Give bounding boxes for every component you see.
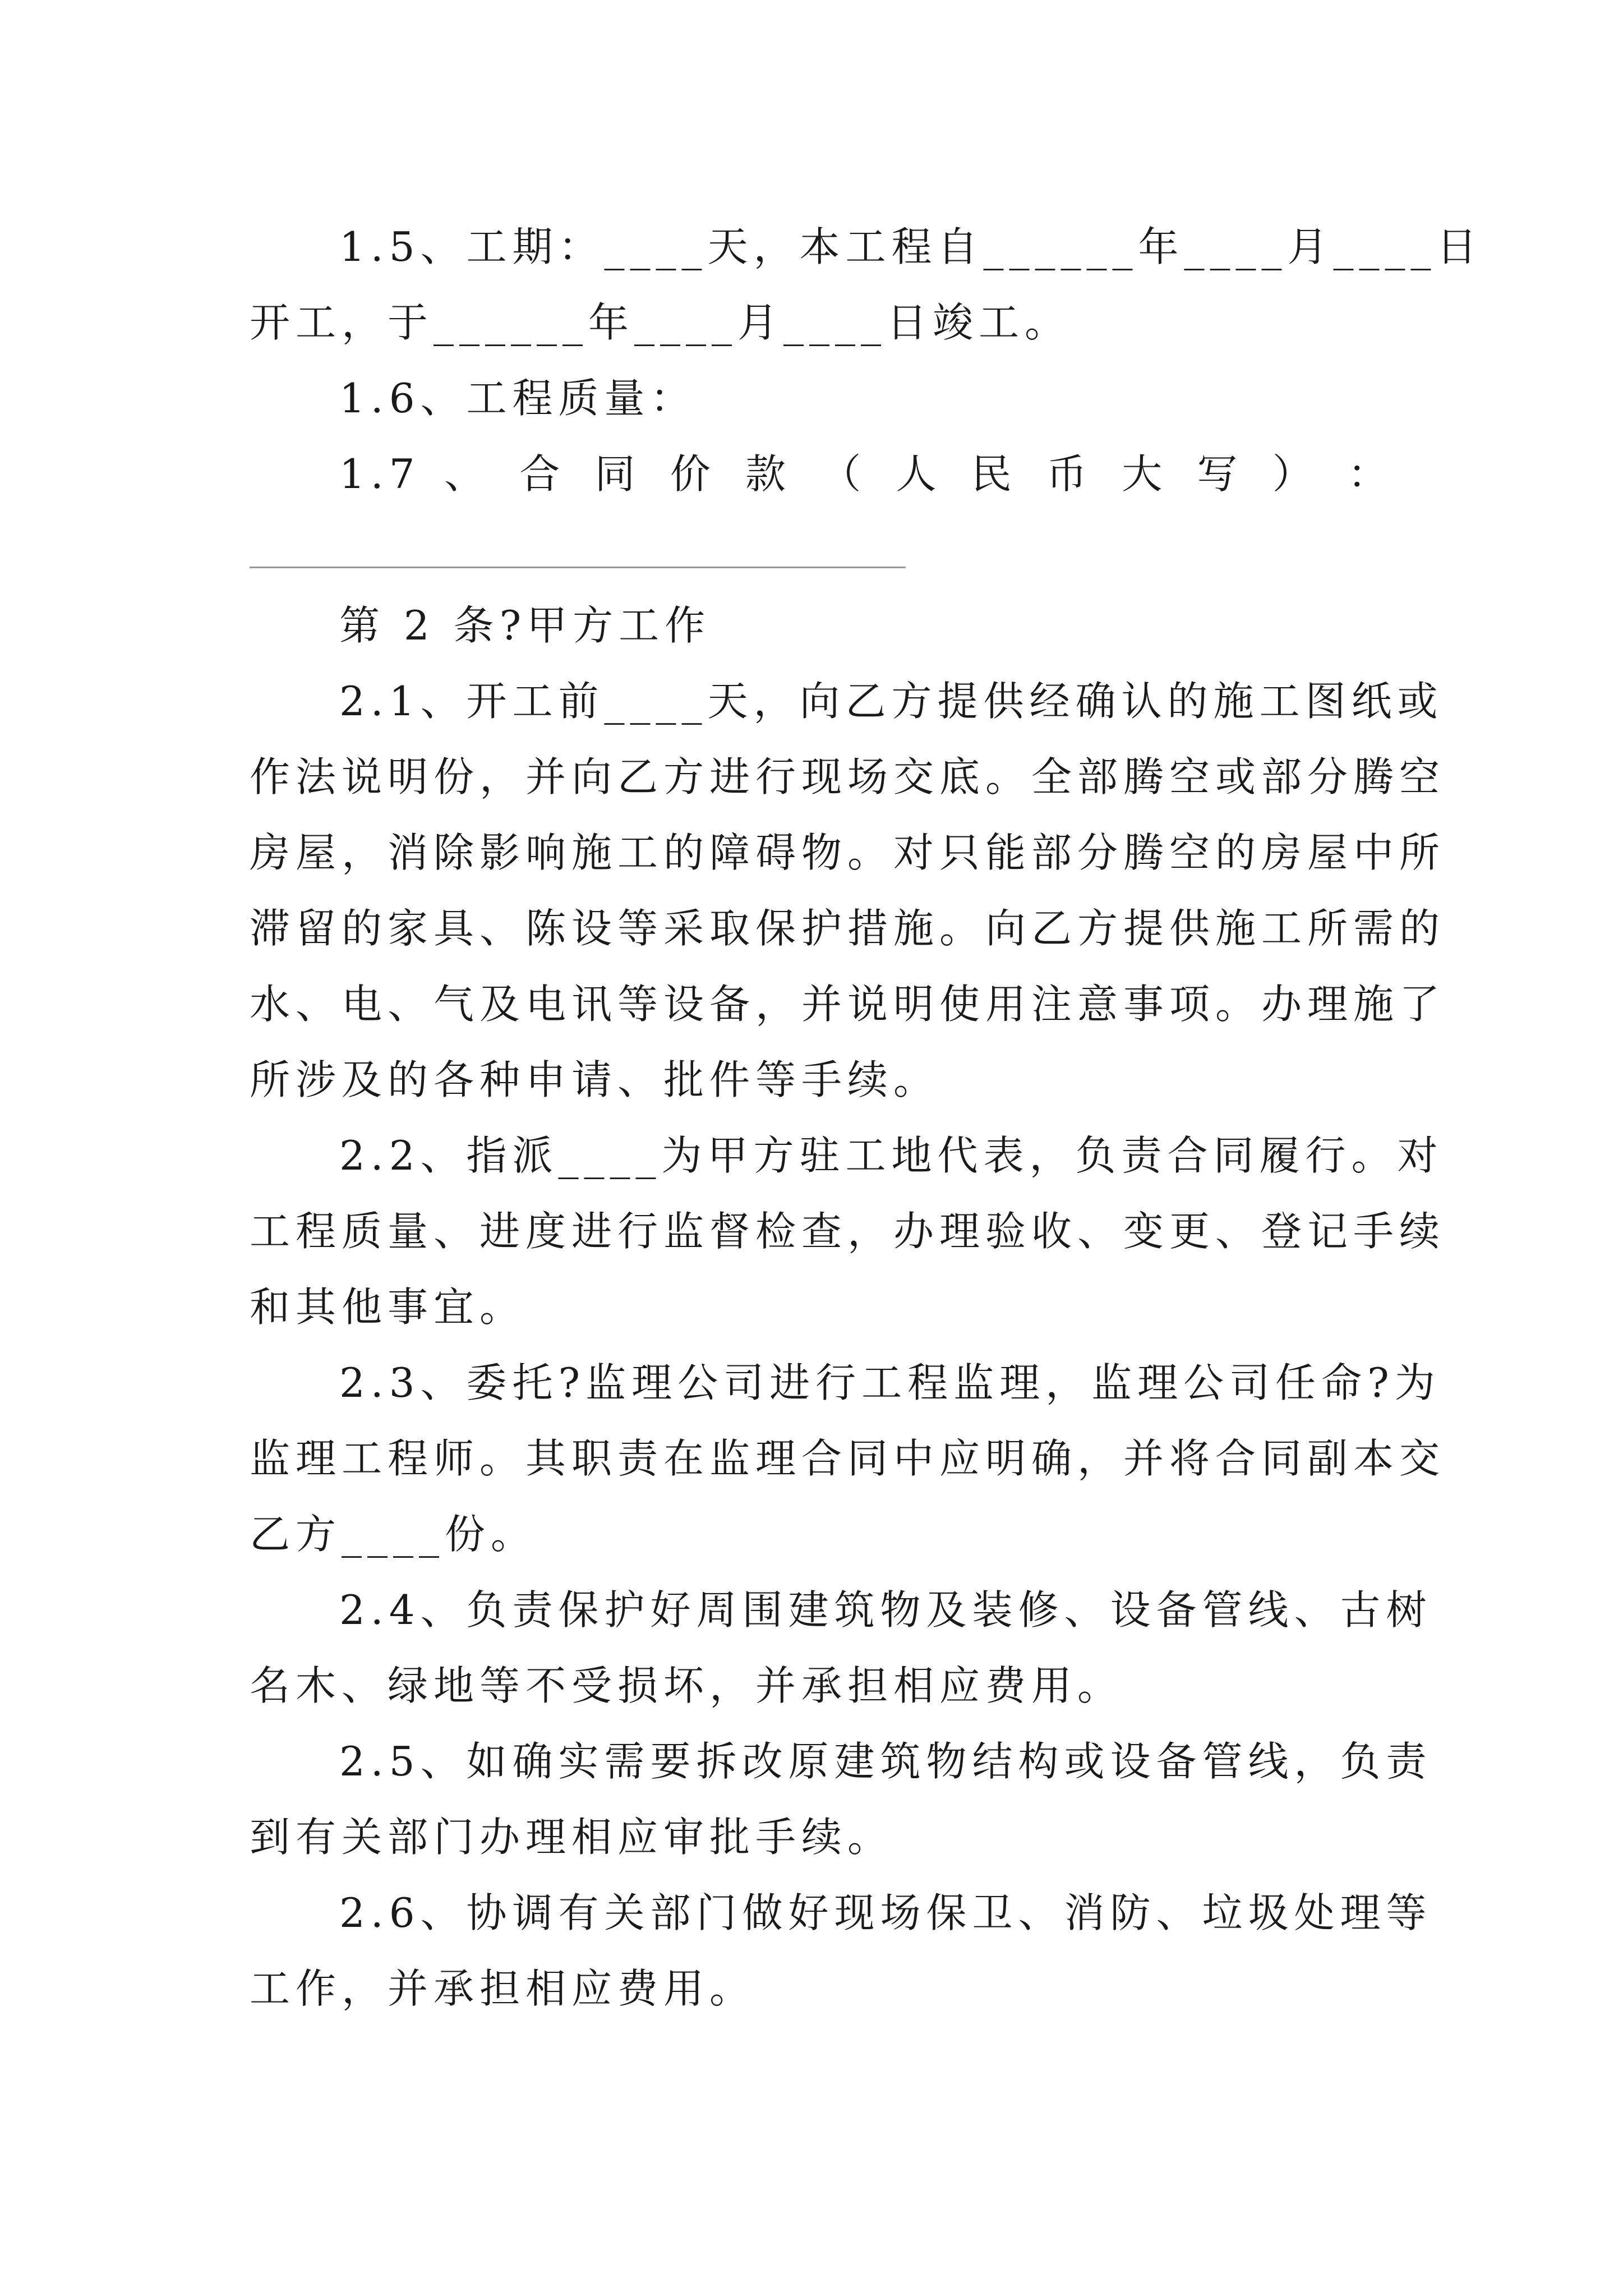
clause-2-1-line-1: 2.1、开工前____天，向乙方提供经确认的施工图纸或 bbox=[339, 678, 1444, 725]
clause-1-7-line-1: 1.7 、 合 同 价 款 （ 人 民 币 大 写 ） ： bbox=[339, 450, 1394, 498]
clause-2-2-line-2: 工程质量、进度进行监督检查，办理验收、变更、登记手续 bbox=[250, 1208, 1446, 1255]
clause-2-1-line-5: 水、电、气及电讯等设备，并说明使用注意事项。办理施了 bbox=[250, 981, 1446, 1028]
clause-2-3-line-1: 2.3、委托?监理公司进行工程监理，监理公司任命?为 bbox=[339, 1359, 1441, 1406]
clause-2-5-line-2: 到有关部门办理相应审批手续。 bbox=[250, 1814, 894, 1861]
clause-2-1-line-6: 所涉及的各种申请、批件等手续。 bbox=[250, 1056, 940, 1103]
clause-1-5-line-2: 开工，于______年____月____日竣工。 bbox=[250, 299, 1071, 346]
clause-1-5-line-1: 1.5、工期：____天，本工程自______年____月____日 bbox=[339, 223, 1483, 270]
clause-2-5-line-1: 2.5、如确实需要拆改原建筑物结构或设备管线，负责 bbox=[339, 1738, 1432, 1785]
clause-2-4-line-2: 名木、绿地等不受损坏，并承担相应费用。 bbox=[250, 1662, 1124, 1709]
clause-2-2-line-1: 2.2、指派____为甲方驻工地代表，负责合同履行。对 bbox=[339, 1132, 1444, 1179]
blank-fill-line bbox=[250, 567, 906, 568]
clause-2-6-line-2: 工作，并承担相应费用。 bbox=[250, 1965, 756, 2012]
clause-2-1-line-4: 滞留的家具、陈设等采取保护措施。向乙方提供施工所需的 bbox=[250, 905, 1446, 952]
clause-2-2-line-3: 和其他事宜。 bbox=[250, 1283, 526, 1331]
clause-1-6-line-1: 1.6、工程质量： bbox=[339, 375, 697, 422]
clause-2-3-line-3: 乙方____份。 bbox=[250, 1511, 537, 1558]
clause-2-1-line-3: 房屋，消除影响施工的障碍物。对只能部分腾空的房屋中所 bbox=[250, 829, 1446, 876]
clause-2-4-line-1: 2.4、负责保护好周围建筑物及装修、设备管线、古树 bbox=[339, 1586, 1432, 1634]
clause-2-1-line-2: 作法说明份，并向乙方进行现场交底。全部腾空或部分腾空 bbox=[250, 753, 1446, 800]
article-2-heading: 第 2 条?甲方工作 bbox=[339, 602, 711, 649]
clause-2-3-line-2: 监理工程师。其职责在监理合同中应明确，并将合同副本交 bbox=[250, 1435, 1446, 1482]
clause-2-6-line-1: 2.6、协调有关部门做好现场保卫、消防、垃圾处理等 bbox=[339, 1889, 1432, 1936]
